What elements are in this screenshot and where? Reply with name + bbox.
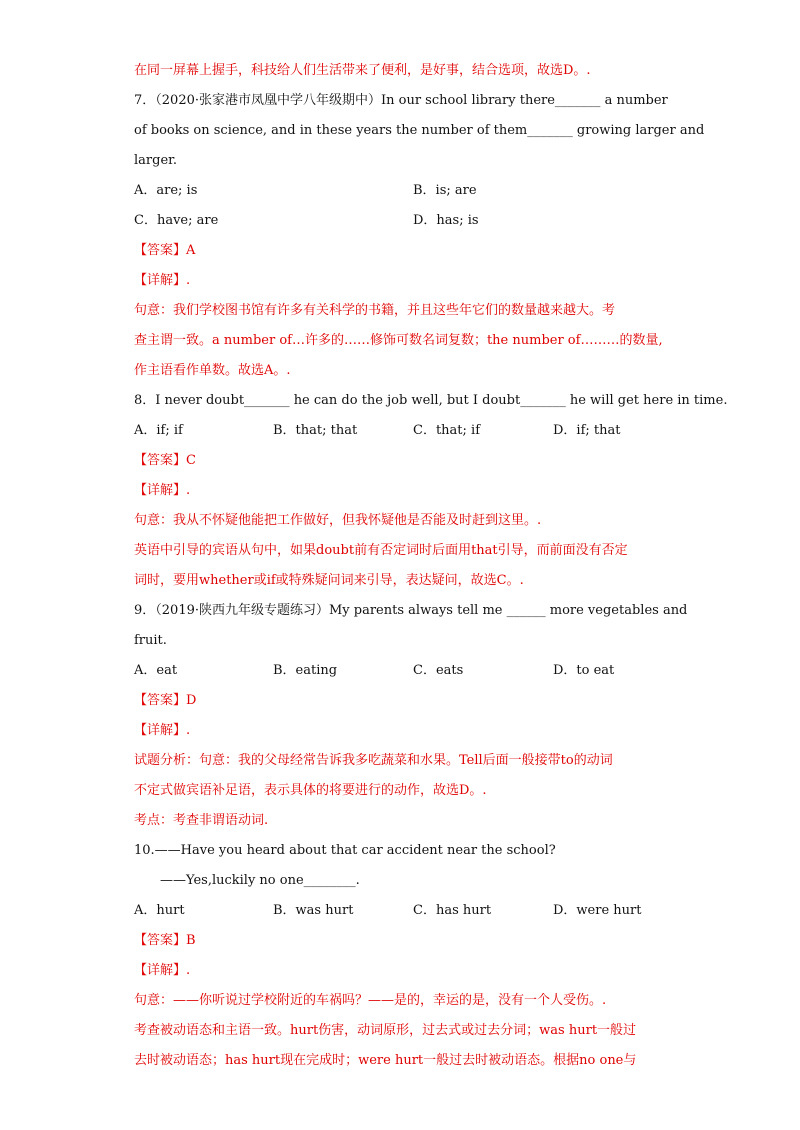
question-text-line: fruit.: [134, 633, 167, 648]
answer-explanation-line: 【详解】.: [134, 483, 191, 498]
answer-option: A．hurt: [134, 903, 185, 918]
answer-explanation-line: 考查被动语态和主语一致。hurt伤害，动词原形，过去式或过去分词；was hurt一般过: [134, 1023, 637, 1038]
answer-explanation-line: 查主谓一致。a number of…许多的……修饰可数名词复数；the number of………的数量,: [134, 333, 663, 348]
answer-explanation-line: 句意：我们学校图书馆有许多有关科学的书籍，并且这些年它们的数量越来越大。考: [134, 303, 616, 318]
answer-explanation-line: 去时被动语态；has hurt现在完成时；were hurt一般过去时被动语态。根据no one与: [134, 1053, 637, 1068]
answer-explanation-line: 【详解】.: [134, 723, 191, 738]
answer-explanation-line: 【答案】C: [134, 453, 196, 468]
question-text-line: larger.: [134, 153, 178, 168]
answer-explanation-line: 句意：我从不怀疑他能把工作做好，但我怀疑他是否能及时赶到这里。.: [134, 513, 542, 528]
answer-option: D．to eat: [553, 663, 615, 678]
answer-explanation-line: 词时，要用whether或if或特殊疑问词来引导，表达疑问，故选C。.: [134, 573, 524, 588]
answer-option: D．were hurt: [553, 903, 642, 918]
answer-option: D．if; that: [553, 423, 621, 438]
answer-explanation-line: 【答案】A: [134, 243, 196, 258]
answer-explanation-line: 在同一屏幕上握手，科技给人们生活带来了便利，是好事，结合选项，故选D。.: [134, 63, 591, 78]
answer-explanation-line: 【答案】B: [134, 933, 196, 948]
question-text-line: 7．（2020·张家港市凤凰中学八年级期中）In our school library there_______ a number: [134, 93, 668, 108]
answer-explanation-line: 考点：考查非谓语动词.: [134, 813, 269, 828]
answer-option: C．eats: [413, 663, 464, 678]
answer-explanation-line: 【详解】.: [134, 963, 191, 978]
answer-explanation-line: 句意：——你听说过学校附近的车祸吗？——是的，幸运的是，没有一个人受伤。.: [134, 993, 607, 1008]
answer-option: B．is; are: [413, 183, 477, 198]
question-text-line: 10.——Have you heard about that car accident near the school?: [134, 843, 556, 858]
question-text-line: 8．I never doubt_______ he can do the job well, but I doubt_______ he will get here in time.: [134, 393, 728, 408]
answer-option: D．has; is: [413, 213, 479, 228]
answer-option: A．if; if: [134, 423, 183, 438]
question-text-line: ——Yes,luckily no one________.: [160, 873, 360, 888]
question-text-line: of books on science, and in these years the number of them_______ growing larger and: [134, 123, 705, 138]
answer-option: B．was hurt: [273, 903, 354, 918]
answer-option: B．that; that: [273, 423, 358, 438]
question-text-line: 9．（2019·陕西九年级专题练习）My parents always tell me ______ more vegetables and: [134, 603, 688, 618]
answer-option: B．eating: [273, 663, 338, 678]
answer-option: C．that; if: [413, 423, 480, 438]
answer-explanation-line: 试题分析：句意：我的父母经常告诉我多吃蔬菜和水果。Tell后面一般接带to的动词: [134, 753, 613, 768]
answer-explanation-line: 英语中引导的宾语从句中，如果doubt前有否定词时后面用that引导，而前面没有否定: [134, 543, 628, 558]
answer-option: A．eat: [134, 663, 178, 678]
answer-option: C．have; are: [134, 213, 219, 228]
answer-explanation-line: 作主语看作单数。故选A。.: [134, 363, 291, 378]
answer-explanation-line: 【详解】.: [134, 273, 191, 288]
answer-explanation-line: 不定式做宾语补足语，表示具体的将要进行的动作，故选D。.: [134, 783, 487, 798]
answer-option: C．has hurt: [413, 903, 492, 918]
answer-option: A．are; is: [134, 183, 198, 198]
answer-explanation-line: 【答案】D: [134, 693, 197, 708]
